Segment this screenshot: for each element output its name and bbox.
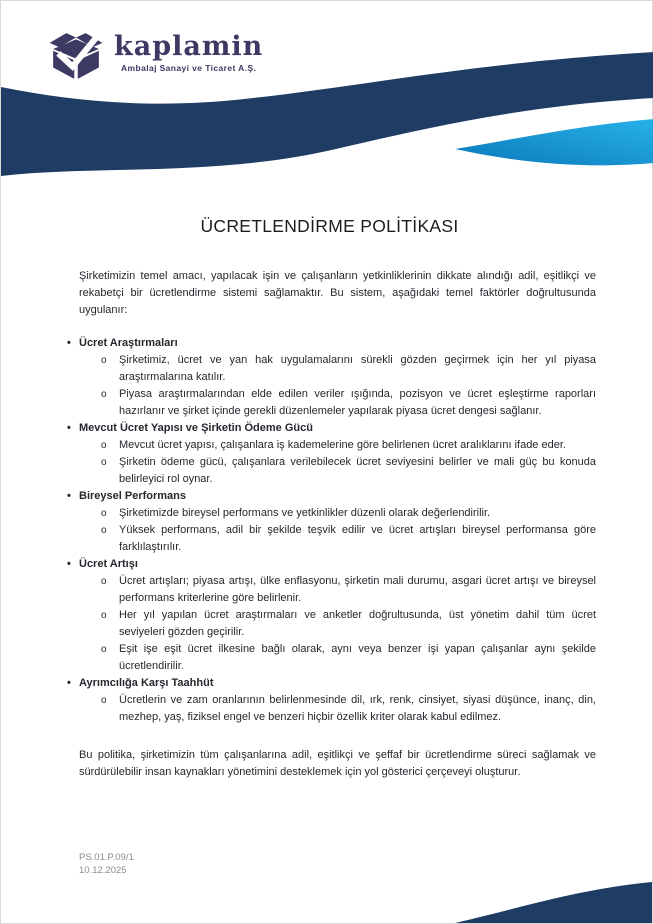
logo-text [114,25,263,73]
sub-bullet-icon: o [101,457,107,468]
sub-item-text: Piyasa araştırmalarından elde edilen veriler ışığında, pozisyon ve ücret eşleştirme raporları hazırlanır ve şirket içinde gerekli düzenlemeler yapılarak piyasa ücret dengesi sağlanır. [119,388,596,417]
section-heading: Ücret Araştırmaları [79,337,178,349]
sub-item-text: Eşit işe eşit ücret ilkesine bağlı olarak, aynı veya benzer işi yapan çalışanlar aynı şekilde ücretlendirilir. [119,643,596,672]
section-heading: Mevcut Ücret Yapısı ve Şirketin Ödeme Gücü [79,422,313,434]
logo-subtitle: Ambalaj Sanayi ve Ticaret A.Ş. [120,63,257,73]
sub-item-text: Ücret artışları; piyasa artışı, ülke enflasyonu, şirketin mali durumu, asgari ücret artışı ve bireysel performans kriterlerine göre belirlenir. [119,575,596,604]
sub-item-text: Şirketin ödeme gücü, çalışanlara verilebilecek ücret seviyesini belirler ve mali güç bu konuda belirleyici rol oynar. [119,456,596,485]
policy-section [63,675,596,726]
sub-item-text: Mevcut ücret yapısı, çalışanlara iş kademelerine göre belirlenen ücret aralıklarını ifade eder. [119,439,566,451]
section-heading-row [63,335,596,352]
sub-bullet-icon: o [101,525,107,536]
policy-sections [63,335,596,726]
sub-item-text: Şirketimizde bireysel performans ve yetkinlikler düzenli olarak değerlendirilir. [119,507,491,519]
intro-paragraph: Şirketimizin temel amacı, yapılacak işin ve çalışanların yetkinliklerinin dikkate alındığı adil, eşitlikçi ve rekabetçi bir ücretlendirme sistemi sağlamaktır. Bu sistem, aşağıdaki temel faktörler doğrultusunda uygulanır: [79,270,596,316]
document-footer [79,851,134,877]
sub-item-text: Ücretlerin ve zam oranlarının belirlenmesinde dil, ırk, renk, cinsiyet, siyasi düşünce, inanç, din, mezhep, yaş, fiziksel engel ve benzeri hiçbir özellik kriter olarak kabul edilmez. [119,694,596,723]
section-heading: Ayrımcılığa Karşı Taahhüt [79,677,214,689]
policy-section [63,420,596,488]
policy-sub-item [101,692,596,726]
sub-item-text: Her yıl yapılan ücret araştırmaları ve anketler doğrultusunda, üst yönetim dahil tüm ücret seviyeleri gözden geçirilir. [119,609,596,638]
policy-sub-item [101,573,596,607]
bullet-icon: • [67,490,71,502]
policy-sub-item [101,522,596,556]
bullet-icon: • [67,558,71,570]
document-date: 10.12.2025 [79,865,127,876]
sub-bullet-icon: o [101,440,107,451]
footer-wave-navy [455,882,652,923]
bullet-icon: • [67,337,71,349]
logo-brand-name: kaplamin [114,31,264,62]
section-heading: Ücret Artışı [79,558,138,570]
policy-section [63,488,596,556]
header-wave-blue [455,119,653,165]
document-title: ÜCRETLENDİRME POLİTİKASI [200,216,459,236]
company-logo [47,25,263,80]
policy-sub-item [101,607,596,641]
policy-section [63,335,596,420]
sub-bullet-icon: o [101,644,107,655]
sub-bullet-icon: o [101,355,107,366]
sub-bullet-icon: o [101,389,107,400]
bullet-icon: • [67,677,71,689]
closing-paragraph: Bu politika, şirketimizin tüm çalışanlarına adil, eşitlikçi ve şeffaf bir ücretlendirme süreci sağlamak ve sürdürülebilir insan kaynakları yönetimini desteklemek için yol gösterici çerçeveyi oluşturur. [79,749,596,778]
policy-sub-item [101,505,596,522]
section-heading-row [63,420,596,437]
section-heading-row [63,488,596,505]
section-heading-row [63,556,596,573]
footer-wave-graphic [0,877,652,923]
policy-sub-item [101,641,596,675]
policy-section [63,556,596,675]
sub-bullet-icon: o [101,576,107,587]
sub-item-text: Şirketimiz, ücret ve yan hak uygulamalarını sürekli gözden geçirmek için her yıl piyasa araştırmalarına katılır. [119,354,596,383]
section-heading: Bireysel Performans [79,490,186,502]
policy-sub-item [101,454,596,488]
document-code: PS.01.P.09/1 [79,852,134,863]
policy-sub-item [101,437,596,454]
sub-bullet-icon: o [101,508,107,519]
sub-bullet-icon: o [101,695,107,706]
policy-sub-item [101,352,596,386]
sub-bullet-icon: o [101,610,107,621]
open-box-logo-icon [47,25,105,80]
section-heading-row [63,675,596,692]
bullet-icon: • [67,422,71,434]
policy-sub-item [101,386,596,420]
sub-item-text: Yüksek performans, adil bir şekilde teşvik edilir ve ücret artışları bireysel performansa göre farklılaştırılır. [119,524,596,553]
document-content [63,213,596,781]
